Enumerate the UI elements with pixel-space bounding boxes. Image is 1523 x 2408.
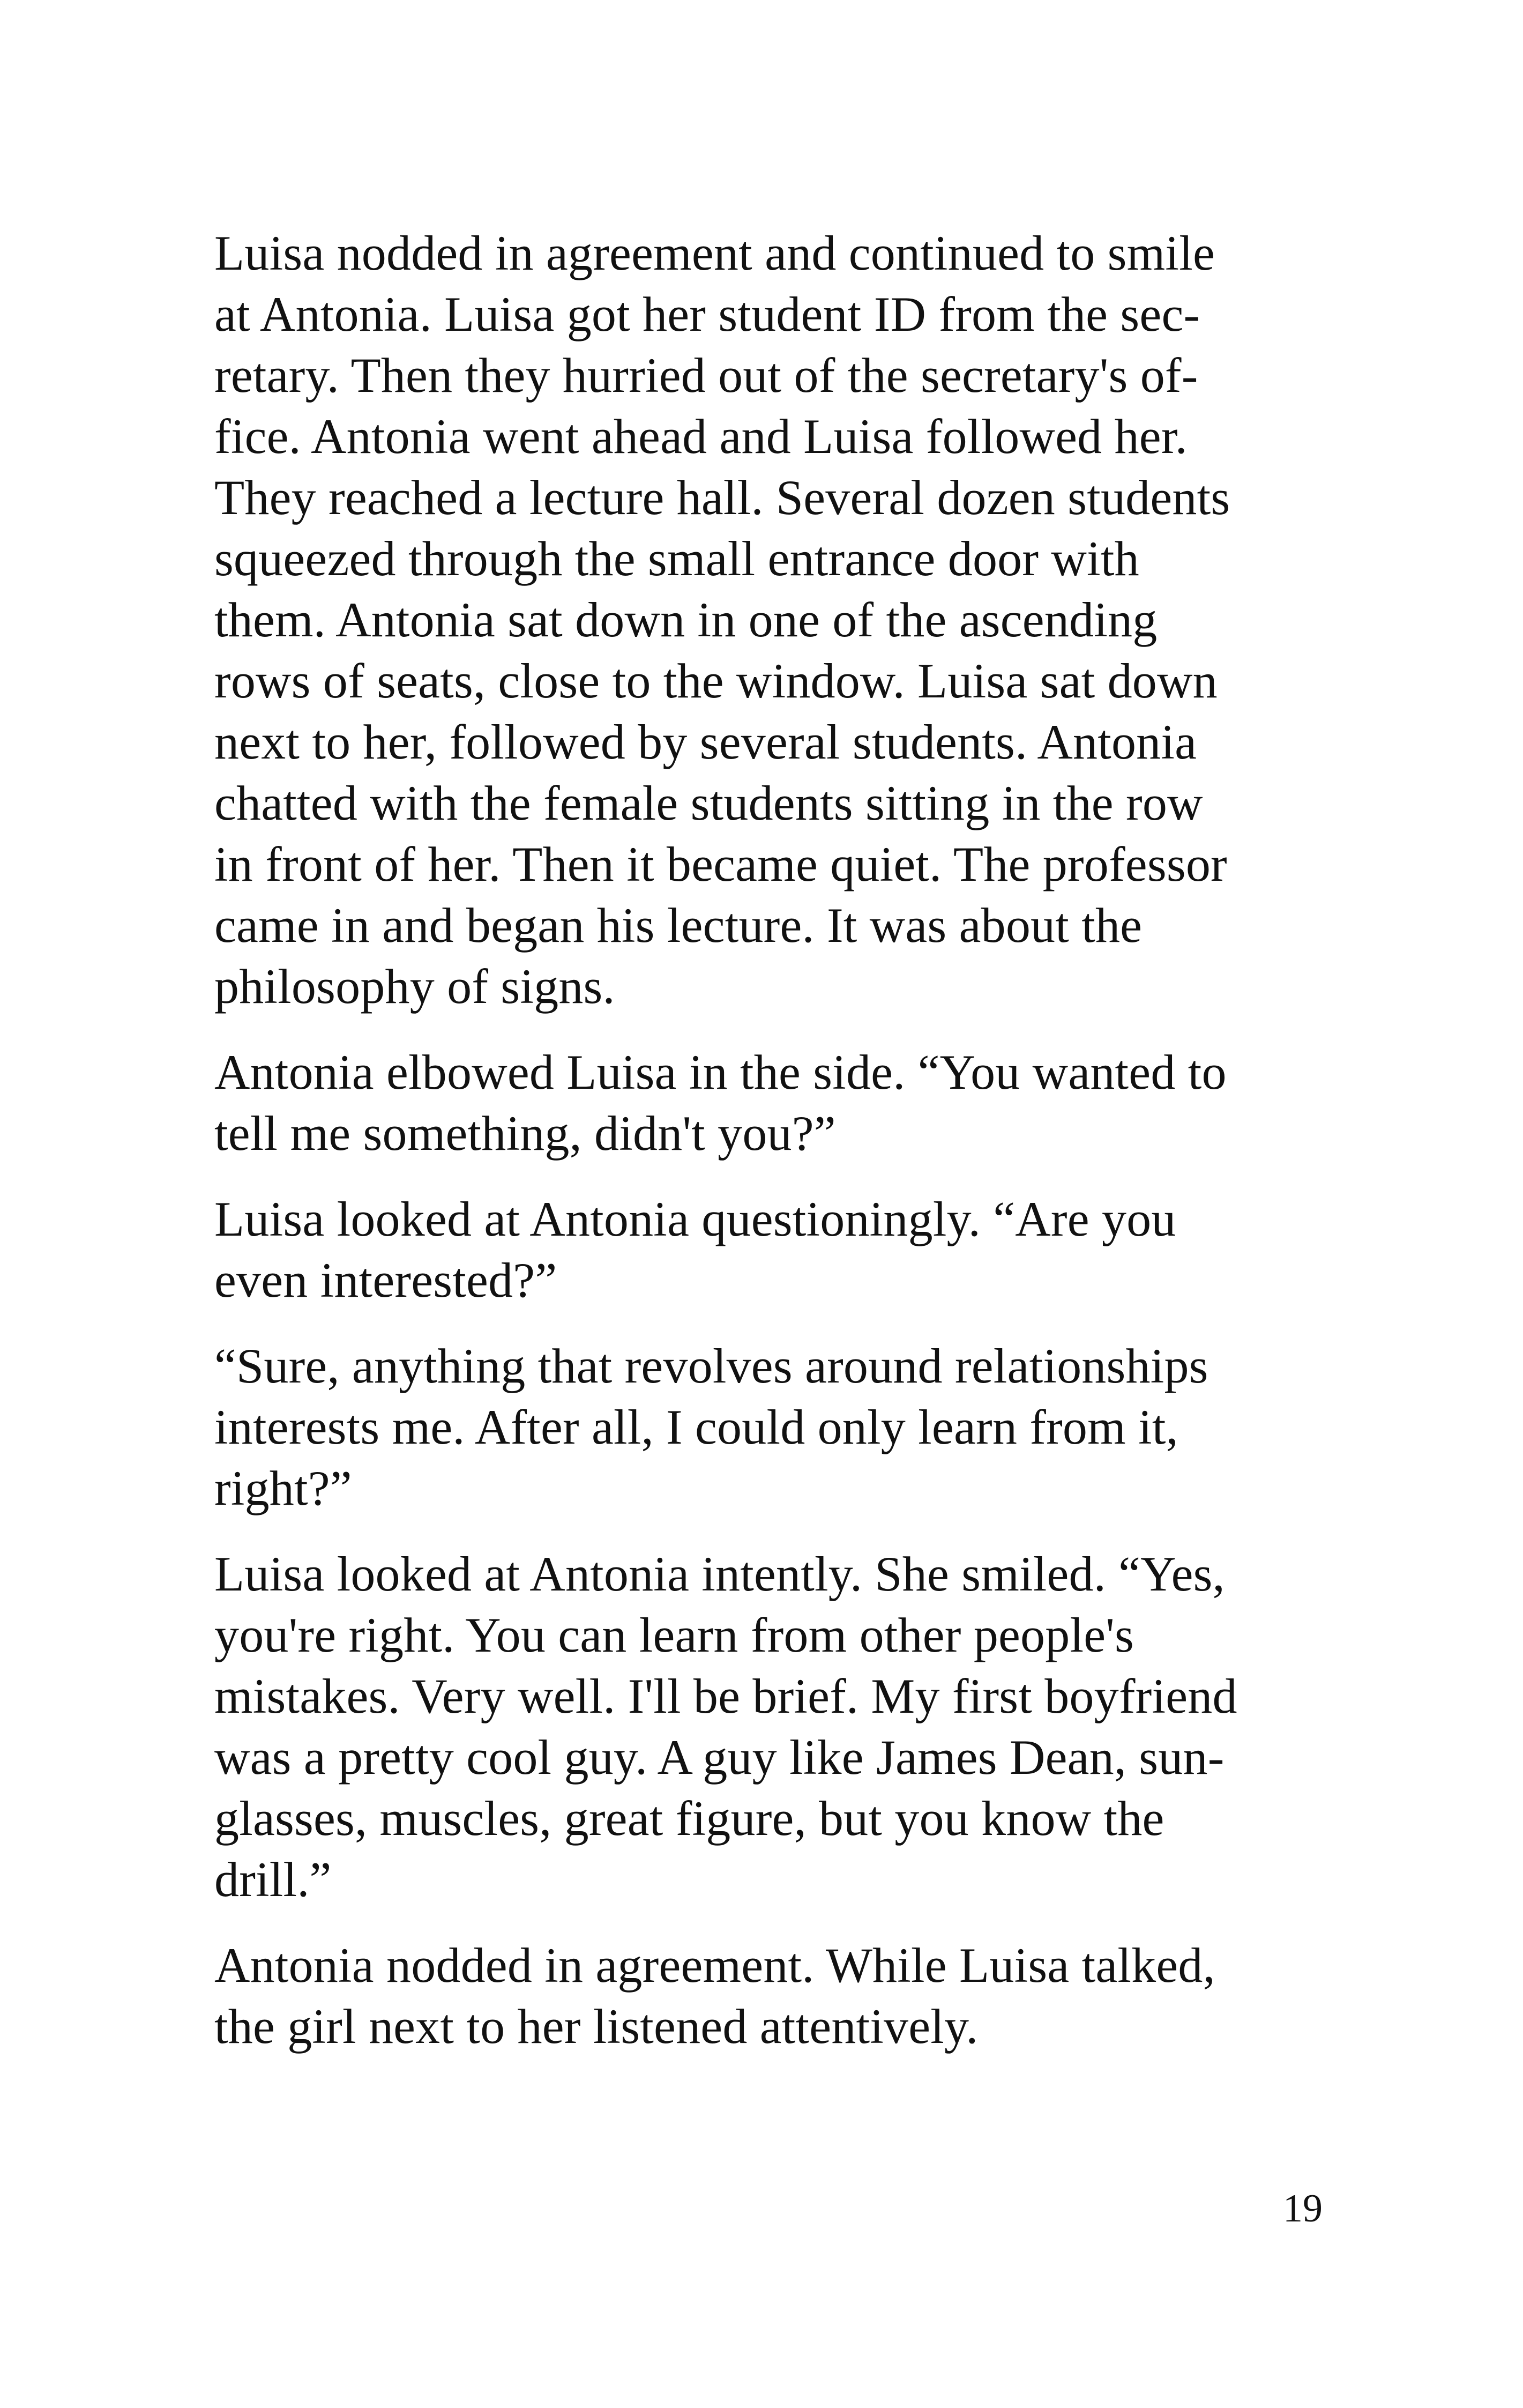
text-line: the girl next to her listened attentively.	[214, 1999, 979, 2054]
text-line: in front of her. Then it became quiet. The professor	[214, 837, 1227, 891]
page-number: 19	[1283, 2187, 1323, 2231]
body-text	[214, 222, 1318, 2082]
text-line: even interested?”	[214, 1253, 557, 1307]
text-line: at Antonia. Luisa got her student ID from the sec-	[214, 287, 1200, 341]
text-line: mistakes. Very well. I'll be brief. My first boyfriend	[214, 1669, 1237, 1723]
text-line: “Sure, anything that revolves around relationships	[214, 1339, 1208, 1393]
paragraph-1	[214, 222, 1318, 1017]
text-line: them. Antonia sat down in one of the ascending	[214, 592, 1158, 647]
text-line: retary. Then they hurried out of the secretary's of-	[214, 348, 1198, 403]
paragraph-4	[214, 1335, 1318, 1519]
text-line: rows of seats, close to the window. Luisa sat down	[214, 653, 1218, 708]
text-line: glasses, muscles, great figure, but you know the	[214, 1791, 1164, 1846]
paragraph-6	[214, 1935, 1318, 2057]
text-line: They reached a lecture hall. Several dozen students	[214, 470, 1230, 525]
text-line: interests me. After all, I could only learn from it,	[214, 1400, 1178, 1454]
text-line: Antonia nodded in agreement. While Luisa talked,	[214, 1938, 1215, 1993]
text-line: tell me something, didn't you?”	[214, 1106, 836, 1161]
text-line: chatted with the female students sitting in the row	[214, 776, 1203, 830]
text-line: next to her, followed by several students. Antonia	[214, 715, 1197, 769]
text-line: Luisa nodded in agreement and continued to smile	[214, 226, 1215, 280]
text-line: you're right. You can learn from other people's	[214, 1608, 1134, 1662]
text-line: squeezed through the small entrance door with	[214, 531, 1139, 586]
paragraph-5	[214, 1543, 1318, 1910]
text-line: right?”	[214, 1461, 352, 1515]
text-line: philosophy of signs.	[214, 959, 615, 1014]
text-line: Antonia elbowed Luisa in the side. “You wanted to	[214, 1045, 1227, 1099]
text-line: Luisa looked at Antonia questioningly. “Are you	[214, 1192, 1176, 1246]
paragraph-3	[214, 1188, 1318, 1311]
text-line: was a pretty cool guy. A guy like James Dean, sun-	[214, 1730, 1225, 1785]
text-line: came in and began his lecture. It was about the	[214, 898, 1143, 953]
text-line: fice. Antonia went ahead and Luisa followed her.	[214, 409, 1188, 464]
text-line: drill.”	[214, 1852, 332, 1907]
paragraph-2	[214, 1042, 1318, 1164]
text-line: Luisa looked at Antonia intently. She smiled. “Yes,	[214, 1547, 1225, 1601]
